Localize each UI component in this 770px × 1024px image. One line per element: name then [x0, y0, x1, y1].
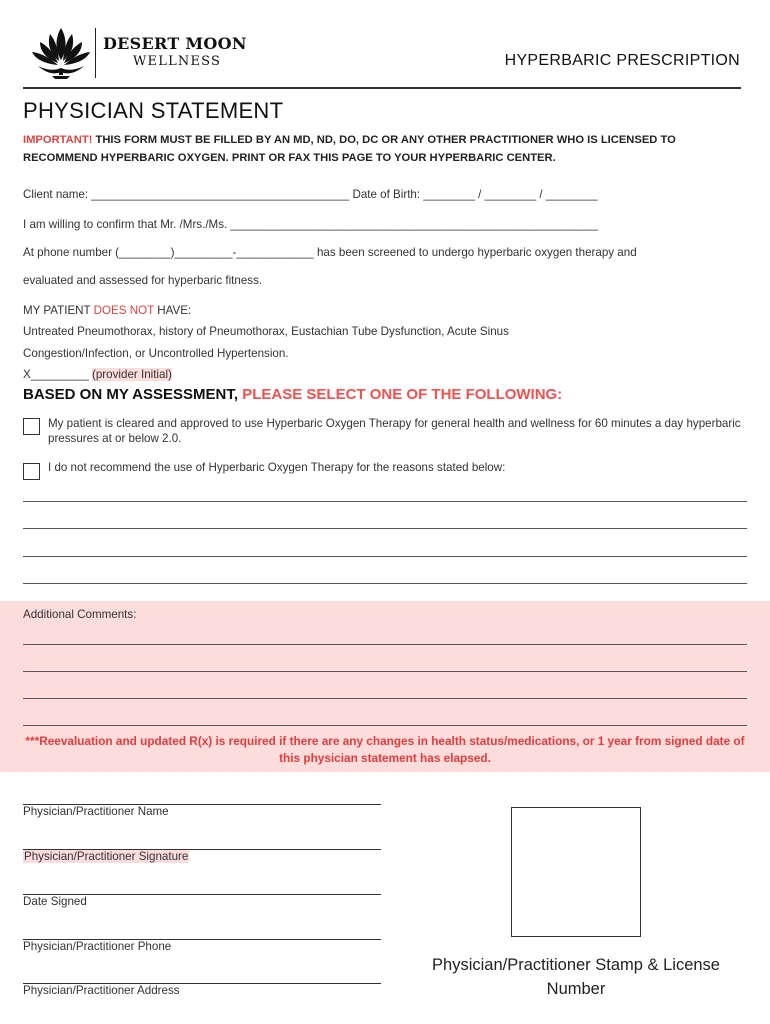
assessment-heading-red: PLEASE SELECT ONE OF THE FOLLOWING:	[242, 386, 563, 403]
logo-name: DESERT MOON	[103, 34, 247, 53]
date-label: Date Signed	[23, 895, 87, 908]
initial-blank[interactable]: X_________	[23, 368, 92, 381]
reason-line-2[interactable]	[23, 528, 747, 529]
provider-initial-line[interactable]	[23, 368, 172, 381]
address-label: Physician/Practitioner Address	[23, 984, 180, 997]
assessment-heading-text: BASED ON MY ASSESSMENT,	[23, 386, 243, 403]
logo-subtitle: WELLNESS	[133, 54, 222, 69]
conditions-line-1: Untreated Pneumothorax, history of Pneumothorax, Eustachian Tube Dysfunction, Acute Sinus	[23, 325, 509, 338]
additional-comments-label: Additional Comments:	[23, 608, 137, 621]
reason-line-1[interactable]	[23, 501, 747, 502]
assessment-heading	[23, 386, 562, 403]
patient-does-not-have	[23, 304, 191, 317]
client-name-line[interactable]: Client name: ________________________________________ Date of Birth: ________ / ________ / ________	[23, 188, 598, 201]
lotus-icon	[30, 26, 92, 80]
important-label: IMPORTANT!	[23, 134, 93, 146]
stamp-label: Physician/Practitioner Stamp & License Number	[432, 956, 720, 998]
reason-line-3[interactable]	[23, 556, 747, 557]
comment-line-3[interactable]	[23, 698, 747, 699]
option-not-recommend-checkbox[interactable]	[23, 463, 40, 480]
important-text: THIS FORM MUST BE FILLED BY AN MD, ND, DO, DC OR ANY OTHER PRACTITIONER WHO IS LICENSED TO RECOMMEND HYPERBARIC OXYGEN. PRINT OR FAX THIS PAGE TO YOUR HYPERBARIC CENTER.	[23, 134, 676, 164]
conditions-line-2: Congestion/Infection, or Uncontrolled Hypertension.	[23, 347, 289, 360]
signature-label: Physician/Practitioner Signature	[24, 850, 189, 863]
logo-divider	[95, 28, 96, 78]
name-label: Physician/Practitioner Name	[23, 805, 169, 818]
header-divider	[23, 87, 741, 89]
reevaluation-notice: ***Reevaluation and updated R(x) is required if there are any changes in health status/medications, or 1 year from signed date of this physician statement has elapsed.	[25, 734, 745, 765]
reason-line-4[interactable]	[23, 583, 747, 584]
evaluated-text: evaluated and assessed for hyperbaric fitness.	[23, 274, 263, 287]
option-cleared-checkbox[interactable]	[23, 418, 40, 435]
confirm-name-line[interactable]: I am willing to confirm that Mr. /Mrs./Ms. _________________________________________________________	[23, 218, 598, 231]
phone-label: Physician/Practitioner Phone	[23, 940, 172, 953]
page-title: PHYSICIAN STATEMENT	[23, 98, 284, 123]
option-not-recommend-text: I do not recommend the use of Hyperbaric Oxygen Therapy for the reasons stated below:	[48, 461, 506, 474]
comment-line-1[interactable]	[23, 644, 747, 645]
comment-line-2[interactable]	[23, 671, 747, 672]
patient-suffix: HAVE:	[154, 304, 192, 317]
provider-initial-label: (provider Initial)	[92, 368, 172, 381]
form-type-title: HYPERBARIC PRESCRIPTION	[504, 52, 740, 69]
important-notice	[23, 131, 753, 167]
comment-line-4[interactable]	[23, 725, 747, 726]
option-cleared-text: My patient is cleared and approved to use Hyperbaric Oxygen Therapy for general health and wellness for 60 minutes a day hyperbaric pressures at or below 2.0.	[48, 417, 741, 445]
patient-prefix: MY PATIENT	[23, 304, 94, 317]
does-not-label: DOES NOT	[93, 304, 154, 317]
stamp-box[interactable]	[511, 807, 641, 937]
phone-number-line[interactable]: At phone number (________)_________-____________ has been screened to undergo hyperbaric oxygen therapy and	[23, 246, 637, 259]
